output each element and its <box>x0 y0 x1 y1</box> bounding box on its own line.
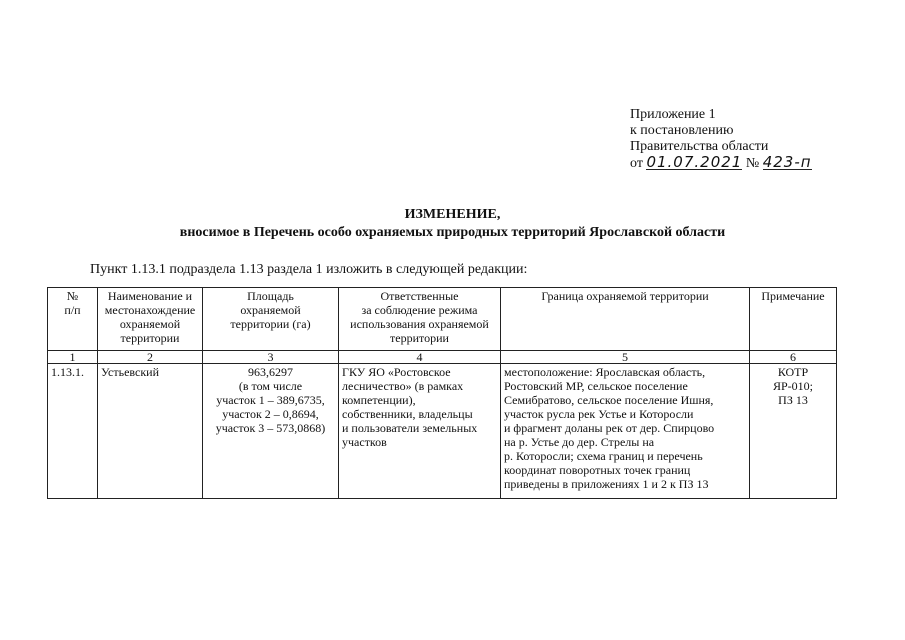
cell-text-line: Наименование и <box>107 289 193 303</box>
cell-text-line: Площадь <box>247 289 294 303</box>
cell-text-line: на р. Устье до дер. Стрелы на <box>504 435 655 449</box>
column-number: 3 <box>203 351 339 364</box>
cell-text-line: приведены в приложениях 1 и 2 к ПЗ 13 <box>504 477 709 491</box>
cell-text-line: № <box>66 289 79 303</box>
cell-text-line: за соблюдение режима <box>361 303 478 317</box>
attachment-line-2: к постановлению <box>630 123 734 138</box>
cell-text-line: ПЗ 13 <box>778 393 808 407</box>
cell-responsible <box>339 364 501 499</box>
cell-row-number: 1.13.1. <box>48 364 98 499</box>
cell-text-line: местонахождение <box>104 303 196 317</box>
table-header-row <box>48 288 837 351</box>
cell-text-line: местоположение: Ярославская область, <box>504 365 706 379</box>
cell-text-line: компетенции), <box>342 393 416 407</box>
cell-text-line: участок 3 – 573,0868) <box>215 421 326 435</box>
attachment-line-1: Приложение 1 <box>630 107 716 122</box>
header-cell-boundary <box>501 288 750 351</box>
cell-note <box>750 364 837 499</box>
cell-text-line: п/п <box>64 303 81 317</box>
cell-text-line: территории <box>390 331 449 345</box>
cell-text-line: лесничество» (в рамках <box>342 379 464 393</box>
handwritten-number: 423-п <box>762 153 812 171</box>
cell-text-line: КОТР <box>777 365 809 379</box>
column-number: 4 <box>339 351 501 364</box>
from-label: от <box>630 156 643 171</box>
cell-text-line: охраняемой <box>119 317 181 331</box>
attachment-line-3: Правительства области <box>630 139 769 154</box>
cell-text-line: ЯР-010; <box>772 379 813 393</box>
cell-territory-name: Устьевский <box>98 364 203 499</box>
cell-text-line: 963,6297 <box>248 365 293 379</box>
cell-text-line: участок 1 – 389,6735, <box>216 393 325 407</box>
cell-text-line: участок русла рек Устье и Которосли <box>504 407 694 421</box>
cell-text-line: координат поворотных точек границ <box>504 463 691 477</box>
document-title: ИЗМЕНЕНИЕ, <box>404 207 501 222</box>
cell-text-line: собственники, владельцы <box>342 407 473 421</box>
territory-table <box>47 287 837 499</box>
header-cell-responsible <box>339 288 501 351</box>
column-number: 1 <box>48 351 98 364</box>
attachment-date-line <box>630 155 812 172</box>
cell-text-line: охраняемой <box>240 303 301 317</box>
cell-text-line: Граница охраняемой территории <box>541 289 709 303</box>
cell-text-line: Ответственные <box>380 289 459 303</box>
cell-text-line: использования охраняемой <box>350 317 489 331</box>
cell-text-line: Ростовский МР, сельское поселение <box>504 379 688 393</box>
cell-text-line: территории <box>120 331 180 345</box>
cell-text-line: и фрагмент доланы рек от дер. Спирцово <box>504 421 715 435</box>
cell-area <box>203 364 339 499</box>
cell-text-line: Примечание <box>761 289 825 303</box>
table-row <box>48 364 837 499</box>
document-subtitle: вносимое в Перечень особо охраняемых природных территорий Ярославской области <box>179 225 726 240</box>
column-number-row <box>48 351 837 364</box>
header-cell-number <box>48 288 98 351</box>
intro-paragraph: Пункт 1.13.1 подраздела 1.13 раздела 1 изложить в следующей редакции: <box>90 262 528 277</box>
header-cell-area <box>203 288 339 351</box>
header-cell-name <box>98 288 203 351</box>
cell-text-line: р. Которосли; схема границ и перечень <box>504 449 703 463</box>
cell-text-line: участок 2 – 0,8694, <box>222 407 319 421</box>
cell-text-line: и пользователи земельных <box>342 421 478 435</box>
header-cell-note <box>750 288 837 351</box>
column-number: 6 <box>750 351 837 364</box>
cell-text-line: ГКУ ЯО «Ростовское <box>342 365 451 379</box>
cell-text-line: Семибратово, сельское поселение Ишня, <box>504 393 714 407</box>
attachment-block <box>630 107 812 172</box>
handwritten-date: 01.07.2021 <box>646 153 743 171</box>
cell-text-line: участков <box>342 435 387 449</box>
cell-text-line: (в том числе <box>238 379 303 393</box>
column-number: 5 <box>501 351 750 364</box>
number-label: № <box>745 156 760 171</box>
cell-boundary <box>501 364 750 499</box>
cell-text-line: территории (га) <box>230 317 311 331</box>
column-number: 2 <box>98 351 203 364</box>
